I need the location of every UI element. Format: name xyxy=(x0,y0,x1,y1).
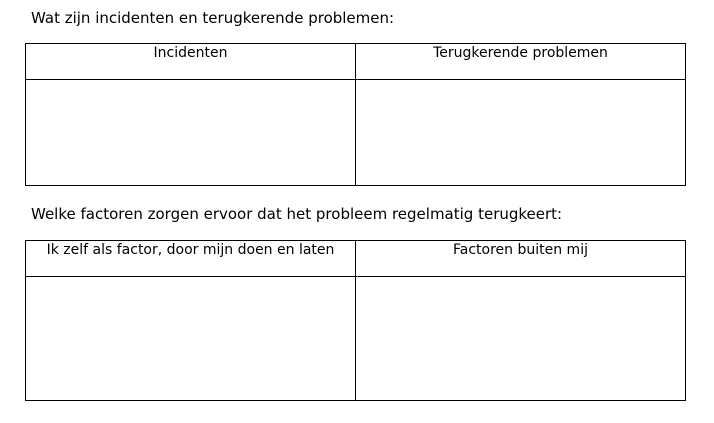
answer-cell-factoren-buiten-mij[interactable] xyxy=(356,277,686,401)
question-incidents: Wat zijn incidenten en terugkerende problemen: xyxy=(31,9,395,27)
factors-table-header-row xyxy=(26,241,686,277)
factors-table xyxy=(25,240,686,401)
factors-table-answer-row xyxy=(26,277,686,401)
header-ik-zelf-als-factor: Ik zelf als factor, door mijn doen en laten xyxy=(26,241,356,277)
header-incidenten: Incidenten xyxy=(26,44,356,80)
incidents-table-answer-row xyxy=(26,80,686,186)
header-factoren-buiten-mij: Factoren buiten mij xyxy=(356,241,686,277)
answer-cell-terugkerende-problemen[interactable] xyxy=(356,80,686,186)
header-terugkerende-problemen: Terugkerende problemen xyxy=(356,44,686,80)
answer-cell-ik-zelf[interactable] xyxy=(26,277,356,401)
answer-cell-incidenten[interactable] xyxy=(26,80,356,186)
question-factors: Welke factoren zorgen ervoor dat het probleem regelmatig terugkeert: xyxy=(31,205,563,223)
incidents-table-header-row xyxy=(26,44,686,80)
incidents-table xyxy=(25,43,686,186)
